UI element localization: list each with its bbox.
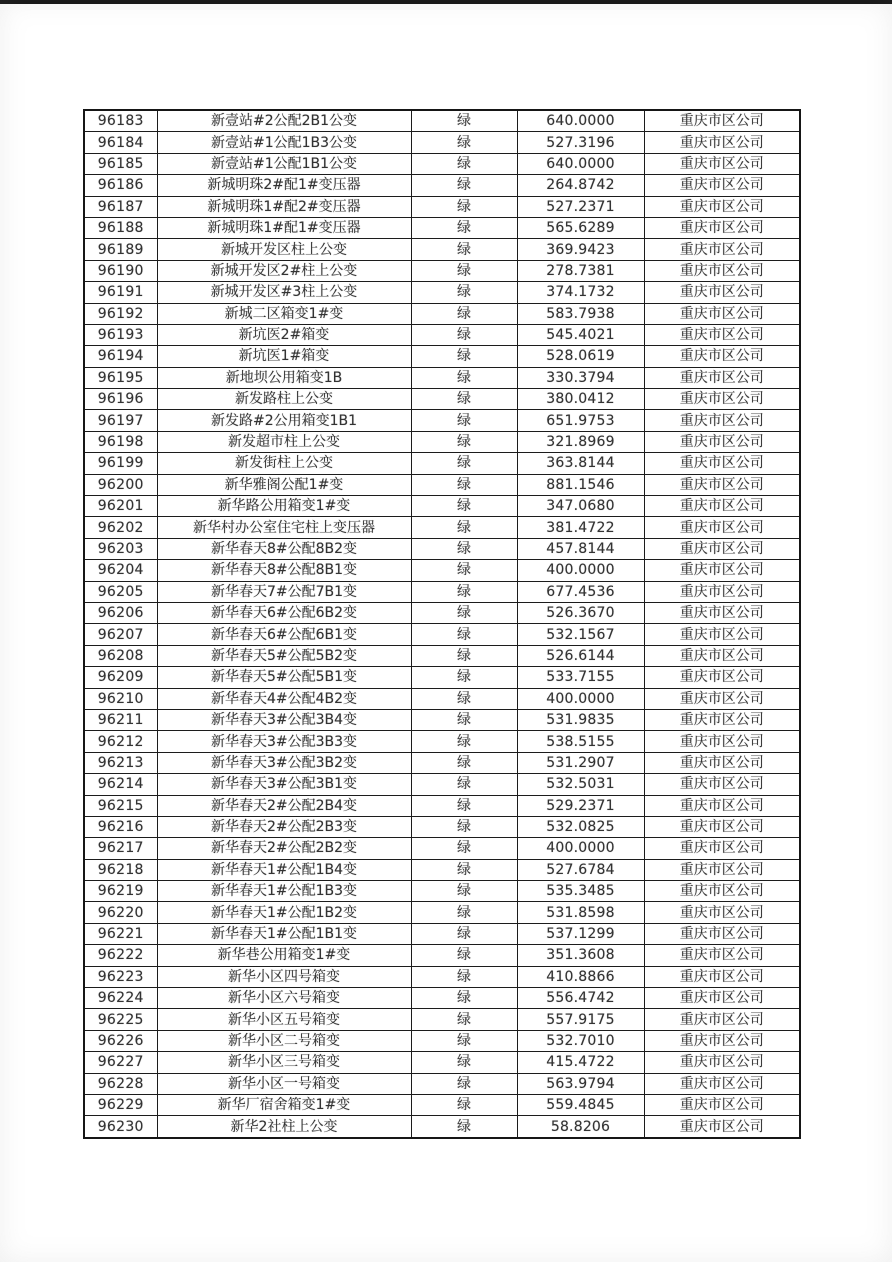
table-row <box>84 838 800 859</box>
cell-status-green: 绿 <box>411 795 517 816</box>
cell-transformer-name: 新华春天7#公配7B1变 <box>157 581 411 602</box>
cell-capacity-value: 640.0000 <box>517 153 644 174</box>
table-row <box>84 859 800 880</box>
table-row <box>84 752 800 773</box>
cell-row-id: 96192 <box>84 303 157 324</box>
cell-company: 重庆市区公司 <box>644 431 800 452</box>
cell-company: 重庆市区公司 <box>644 709 800 730</box>
cell-row-id: 96225 <box>84 1009 157 1030</box>
cell-status-green: 绿 <box>411 1094 517 1115</box>
cell-transformer-name: 新华春天8#公配8B1变 <box>157 560 411 581</box>
cell-company: 重庆市区公司 <box>644 731 800 752</box>
cell-row-id: 96227 <box>84 1052 157 1073</box>
table-row <box>84 923 800 944</box>
cell-row-id: 96216 <box>84 816 157 837</box>
cell-status-green: 绿 <box>411 175 517 196</box>
table-row <box>84 1094 800 1115</box>
top-edge-bar <box>0 0 892 4</box>
cell-company: 重庆市区公司 <box>644 196 800 217</box>
cell-capacity-value: 278.7381 <box>517 260 644 281</box>
cell-row-id: 96212 <box>84 731 157 752</box>
table-row <box>84 538 800 559</box>
cell-company: 重庆市区公司 <box>644 453 800 474</box>
table-row <box>84 966 800 987</box>
table-row <box>84 303 800 324</box>
table-row <box>84 239 800 260</box>
cell-capacity-value: 347.0680 <box>517 496 644 517</box>
cell-transformer-name: 新华春天1#公配1B4变 <box>157 859 411 880</box>
cell-capacity-value: 881.1546 <box>517 474 644 495</box>
cell-transformer-name: 新壹站#1公配1B1公变 <box>157 153 411 174</box>
cell-transformer-name: 新华春天2#公配2B4变 <box>157 795 411 816</box>
cell-company: 重庆市区公司 <box>644 688 800 709</box>
cell-row-id: 96213 <box>84 752 157 773</box>
cell-row-id: 96191 <box>84 282 157 303</box>
table-row <box>84 496 800 517</box>
cell-row-id: 96190 <box>84 260 157 281</box>
table-row <box>84 132 800 153</box>
cell-row-id: 96187 <box>84 196 157 217</box>
cell-row-id: 96211 <box>84 709 157 730</box>
cell-company: 重庆市区公司 <box>644 110 800 132</box>
cell-transformer-name: 新华小区三号箱变 <box>157 1052 411 1073</box>
cell-capacity-value: 415.4722 <box>517 1052 644 1073</box>
cell-capacity-value: 526.3670 <box>517 602 644 623</box>
cell-transformer-name: 新地坝公用箱变1B <box>157 367 411 388</box>
cell-status-green: 绿 <box>411 624 517 645</box>
cell-capacity-value: 565.6289 <box>517 217 644 238</box>
cell-status-green: 绿 <box>411 239 517 260</box>
cell-capacity-value: 369.9423 <box>517 239 644 260</box>
cell-row-id: 96229 <box>84 1094 157 1115</box>
table-row <box>84 881 800 902</box>
cell-status-green: 绿 <box>411 1009 517 1030</box>
cell-status-green: 绿 <box>411 110 517 132</box>
cell-capacity-value: 264.8742 <box>517 175 644 196</box>
cell-status-green: 绿 <box>411 709 517 730</box>
cell-row-id: 96218 <box>84 859 157 880</box>
cell-transformer-name: 新华村办公室住宅柱上变压器 <box>157 517 411 538</box>
cell-capacity-value: 528.0619 <box>517 346 644 367</box>
table-row <box>84 1009 800 1030</box>
cell-transformer-name: 新华巷公用箱变1#变 <box>157 945 411 966</box>
cell-transformer-name: 新华小区一号箱变 <box>157 1073 411 1094</box>
cell-status-green: 绿 <box>411 517 517 538</box>
cell-transformer-name: 新华春天8#公配8B2变 <box>157 538 411 559</box>
cell-status-green: 绿 <box>411 217 517 238</box>
table-row <box>84 602 800 623</box>
cell-transformer-name: 新发路柱上公变 <box>157 389 411 410</box>
cell-status-green: 绿 <box>411 667 517 688</box>
cell-row-id: 96186 <box>84 175 157 196</box>
table-row <box>84 324 800 345</box>
cell-company: 重庆市区公司 <box>644 153 800 174</box>
cell-row-id: 96220 <box>84 902 157 923</box>
cell-capacity-value: 537.1299 <box>517 923 644 944</box>
cell-capacity-value: 651.9753 <box>517 410 644 431</box>
cell-row-id: 96196 <box>84 389 157 410</box>
cell-company: 重庆市区公司 <box>644 602 800 623</box>
cell-row-id: 96202 <box>84 517 157 538</box>
cell-row-id: 96203 <box>84 538 157 559</box>
table-row <box>84 196 800 217</box>
cell-transformer-name: 新壹站#2公配2B1公变 <box>157 110 411 132</box>
cell-company: 重庆市区公司 <box>644 260 800 281</box>
cell-capacity-value: 532.1567 <box>517 624 644 645</box>
cell-company: 重庆市区公司 <box>644 1094 800 1115</box>
cell-transformer-name: 新发路#2公用箱变1B1 <box>157 410 411 431</box>
cell-row-id: 96224 <box>84 988 157 1009</box>
cell-row-id: 96221 <box>84 923 157 944</box>
cell-capacity-value: 532.5031 <box>517 774 644 795</box>
cell-transformer-name: 新坑医2#箱变 <box>157 324 411 345</box>
cell-status-green: 绿 <box>411 346 517 367</box>
cell-transformer-name: 新华春天2#公配2B2变 <box>157 838 411 859</box>
cell-transformer-name: 新华雅阁公配1#变 <box>157 474 411 495</box>
table-row <box>84 1030 800 1051</box>
cell-status-green: 绿 <box>411 153 517 174</box>
cell-company: 重庆市区公司 <box>644 945 800 966</box>
cell-capacity-value: 583.7938 <box>517 303 644 324</box>
cell-capacity-value: 529.2371 <box>517 795 644 816</box>
table-row <box>84 945 800 966</box>
table-row <box>84 389 800 410</box>
cell-row-id: 96194 <box>84 346 157 367</box>
cell-status-green: 绿 <box>411 410 517 431</box>
cell-status-green: 绿 <box>411 560 517 581</box>
cell-row-id: 96183 <box>84 110 157 132</box>
cell-company: 重庆市区公司 <box>644 902 800 923</box>
cell-company: 重庆市区公司 <box>644 988 800 1009</box>
cell-company: 重庆市区公司 <box>644 1073 800 1094</box>
table-row <box>84 560 800 581</box>
cell-company: 重庆市区公司 <box>644 175 800 196</box>
cell-row-id: 96230 <box>84 1116 157 1138</box>
table-row <box>84 431 800 452</box>
cell-row-id: 96204 <box>84 560 157 581</box>
cell-transformer-name: 新华春天2#公配2B3变 <box>157 816 411 837</box>
cell-status-green: 绿 <box>411 538 517 559</box>
cell-status-green: 绿 <box>411 752 517 773</box>
cell-company: 重庆市区公司 <box>644 795 800 816</box>
cell-capacity-value: 527.2371 <box>517 196 644 217</box>
cell-transformer-name: 新华2社柱上公变 <box>157 1116 411 1138</box>
cell-capacity-value: 531.8598 <box>517 902 644 923</box>
cell-company: 重庆市区公司 <box>644 389 800 410</box>
cell-row-id: 96223 <box>84 966 157 987</box>
cell-transformer-name: 新城二区箱变1#变 <box>157 303 411 324</box>
cell-status-green: 绿 <box>411 389 517 410</box>
cell-row-id: 96228 <box>84 1073 157 1094</box>
cell-capacity-value: 559.4845 <box>517 1094 644 1115</box>
cell-capacity-value: 527.6784 <box>517 859 644 880</box>
cell-row-id: 96206 <box>84 602 157 623</box>
table-row <box>84 795 800 816</box>
cell-company: 重庆市区公司 <box>644 966 800 987</box>
cell-status-green: 绿 <box>411 1030 517 1051</box>
table-row <box>84 624 800 645</box>
cell-company: 重庆市区公司 <box>644 1116 800 1138</box>
cell-status-green: 绿 <box>411 196 517 217</box>
cell-status-green: 绿 <box>411 282 517 303</box>
table-row <box>84 453 800 474</box>
cell-transformer-name: 新华春天3#公配3B3变 <box>157 731 411 752</box>
cell-capacity-value: 363.8144 <box>517 453 644 474</box>
cell-row-id: 96215 <box>84 795 157 816</box>
table-row <box>84 709 800 730</box>
table-row <box>84 282 800 303</box>
cell-company: 重庆市区公司 <box>644 774 800 795</box>
table-row <box>84 367 800 388</box>
cell-transformer-name: 新华春天5#公配5B2变 <box>157 645 411 666</box>
cell-status-green: 绿 <box>411 838 517 859</box>
cell-company: 重庆市区公司 <box>644 923 800 944</box>
cell-row-id: 96200 <box>84 474 157 495</box>
table-body <box>84 110 800 1138</box>
cell-company: 重庆市区公司 <box>644 346 800 367</box>
cell-capacity-value: 538.5155 <box>517 731 644 752</box>
cell-row-id: 96197 <box>84 410 157 431</box>
cell-company: 重庆市区公司 <box>644 474 800 495</box>
cell-capacity-value: 563.9794 <box>517 1073 644 1094</box>
cell-capacity-value: 535.3485 <box>517 881 644 902</box>
cell-transformer-name: 新城明珠1#配1#变压器 <box>157 217 411 238</box>
cell-row-id: 96217 <box>84 838 157 859</box>
cell-transformer-name: 新华春天3#公配3B1变 <box>157 774 411 795</box>
cell-company: 重庆市区公司 <box>644 816 800 837</box>
table-row <box>84 110 800 132</box>
cell-capacity-value: 400.0000 <box>517 560 644 581</box>
cell-status-green: 绿 <box>411 816 517 837</box>
cell-company: 重庆市区公司 <box>644 496 800 517</box>
cell-status-green: 绿 <box>411 731 517 752</box>
cell-row-id: 96189 <box>84 239 157 260</box>
table-row <box>84 410 800 431</box>
cell-company: 重庆市区公司 <box>644 324 800 345</box>
cell-row-id: 96209 <box>84 667 157 688</box>
table-row <box>84 1052 800 1073</box>
cell-transformer-name: 新华小区四号箱变 <box>157 966 411 987</box>
table-row <box>84 902 800 923</box>
cell-transformer-name: 新华小区五号箱变 <box>157 1009 411 1030</box>
cell-status-green: 绿 <box>411 945 517 966</box>
table-row <box>84 816 800 837</box>
cell-row-id: 96214 <box>84 774 157 795</box>
cell-status-green: 绿 <box>411 859 517 880</box>
cell-company: 重庆市区公司 <box>644 645 800 666</box>
cell-transformer-name: 新华春天1#公配1B1变 <box>157 923 411 944</box>
cell-capacity-value: 374.1732 <box>517 282 644 303</box>
cell-row-id: 96201 <box>84 496 157 517</box>
cell-status-green: 绿 <box>411 602 517 623</box>
table-row <box>84 688 800 709</box>
table-row <box>84 517 800 538</box>
cell-capacity-value: 351.3608 <box>517 945 644 966</box>
cell-capacity-value: 457.8144 <box>517 538 644 559</box>
cell-capacity-value: 58.8206 <box>517 1116 644 1138</box>
cell-status-green: 绿 <box>411 1052 517 1073</box>
cell-capacity-value: 527.3196 <box>517 132 644 153</box>
cell-row-id: 96208 <box>84 645 157 666</box>
table-row <box>84 774 800 795</box>
cell-status-green: 绿 <box>411 474 517 495</box>
cell-status-green: 绿 <box>411 923 517 944</box>
table-row <box>84 645 800 666</box>
cell-capacity-value: 531.2907 <box>517 752 644 773</box>
cell-row-id: 96210 <box>84 688 157 709</box>
cell-status-green: 绿 <box>411 303 517 324</box>
cell-capacity-value: 532.0825 <box>517 816 644 837</box>
cell-company: 重庆市区公司 <box>644 367 800 388</box>
table-row <box>84 217 800 238</box>
cell-row-id: 96207 <box>84 624 157 645</box>
cell-row-id: 96195 <box>84 367 157 388</box>
table-row <box>84 1073 800 1094</box>
cell-status-green: 绿 <box>411 988 517 1009</box>
cell-transformer-name: 新华春天1#公配1B3变 <box>157 881 411 902</box>
cell-capacity-value: 380.0412 <box>517 389 644 410</box>
cell-transformer-name: 新华春天3#公配3B4变 <box>157 709 411 730</box>
cell-transformer-name: 新华春天1#公配1B2变 <box>157 902 411 923</box>
cell-company: 重庆市区公司 <box>644 217 800 238</box>
cell-row-id: 96185 <box>84 153 157 174</box>
cell-company: 重庆市区公司 <box>644 1030 800 1051</box>
cell-capacity-value: 400.0000 <box>517 838 644 859</box>
cell-transformer-name: 新城明珠1#配2#变压器 <box>157 196 411 217</box>
cell-status-green: 绿 <box>411 902 517 923</box>
cell-company: 重庆市区公司 <box>644 560 800 581</box>
cell-transformer-name: 新城开发区2#柱上公变 <box>157 260 411 281</box>
cell-company: 重庆市区公司 <box>644 410 800 431</box>
cell-transformer-name: 新发街柱上公变 <box>157 453 411 474</box>
cell-transformer-name: 新华小区二号箱变 <box>157 1030 411 1051</box>
cell-capacity-value: 677.4536 <box>517 581 644 602</box>
cell-row-id: 96193 <box>84 324 157 345</box>
table-row <box>84 175 800 196</box>
cell-capacity-value: 640.0000 <box>517 110 644 132</box>
cell-transformer-name: 新城明珠2#配1#变压器 <box>157 175 411 196</box>
cell-status-green: 绿 <box>411 881 517 902</box>
cell-row-id: 96219 <box>84 881 157 902</box>
cell-capacity-value: 330.3794 <box>517 367 644 388</box>
table-row <box>84 988 800 1009</box>
cell-row-id: 96222 <box>84 945 157 966</box>
cell-transformer-name: 新华小区六号箱变 <box>157 988 411 1009</box>
table-row <box>84 731 800 752</box>
cell-row-id: 96188 <box>84 217 157 238</box>
cell-company: 重庆市区公司 <box>644 132 800 153</box>
cell-capacity-value: 526.6144 <box>517 645 644 666</box>
cell-status-green: 绿 <box>411 260 517 281</box>
cell-transformer-name: 新华春天6#公配6B2变 <box>157 602 411 623</box>
cell-transformer-name: 新华春天6#公配6B1变 <box>157 624 411 645</box>
cell-transformer-name: 新华春天5#公配5B1变 <box>157 667 411 688</box>
table-row <box>84 474 800 495</box>
cell-company: 重庆市区公司 <box>644 239 800 260</box>
cell-transformer-name: 新华春天3#公配3B2变 <box>157 752 411 773</box>
cell-status-green: 绿 <box>411 1116 517 1138</box>
cell-capacity-value: 321.8969 <box>517 431 644 452</box>
cell-row-id: 96198 <box>84 431 157 452</box>
cell-company: 重庆市区公司 <box>644 282 800 303</box>
cell-capacity-value: 381.4722 <box>517 517 644 538</box>
cell-status-green: 绿 <box>411 367 517 388</box>
cell-status-green: 绿 <box>411 453 517 474</box>
cell-company: 重庆市区公司 <box>644 1052 800 1073</box>
cell-transformer-name: 新城开发区#3柱上公变 <box>157 282 411 303</box>
cell-row-id: 96205 <box>84 581 157 602</box>
cell-status-green: 绿 <box>411 1073 517 1094</box>
cell-status-green: 绿 <box>411 324 517 345</box>
cell-capacity-value: 400.0000 <box>517 688 644 709</box>
cell-transformer-name: 新城开发区柱上公变 <box>157 239 411 260</box>
cell-row-id: 96184 <box>84 132 157 153</box>
cell-company: 重庆市区公司 <box>644 581 800 602</box>
cell-company: 重庆市区公司 <box>644 838 800 859</box>
cell-transformer-name: 新坑医1#箱变 <box>157 346 411 367</box>
transformer-capacity-table <box>83 109 801 1139</box>
cell-status-green: 绿 <box>411 774 517 795</box>
cell-capacity-value: 556.4742 <box>517 988 644 1009</box>
cell-company: 重庆市区公司 <box>644 881 800 902</box>
cell-company: 重庆市区公司 <box>644 1009 800 1030</box>
table-row <box>84 153 800 174</box>
cell-capacity-value: 532.7010 <box>517 1030 644 1051</box>
cell-transformer-name: 新华春天4#公配4B2变 <box>157 688 411 709</box>
cell-status-green: 绿 <box>411 581 517 602</box>
cell-status-green: 绿 <box>411 496 517 517</box>
cell-capacity-value: 531.9835 <box>517 709 644 730</box>
cell-capacity-value: 545.4021 <box>517 324 644 345</box>
cell-company: 重庆市区公司 <box>644 303 800 324</box>
cell-capacity-value: 533.7155 <box>517 667 644 688</box>
cell-company: 重庆市区公司 <box>644 538 800 559</box>
cell-status-green: 绿 <box>411 132 517 153</box>
table-row <box>84 260 800 281</box>
cell-status-green: 绿 <box>411 431 517 452</box>
cell-company: 重庆市区公司 <box>644 859 800 880</box>
cell-company: 重庆市区公司 <box>644 624 800 645</box>
table-row <box>84 581 800 602</box>
cell-transformer-name: 新壹站#1公配1B3公变 <box>157 132 411 153</box>
table-row <box>84 1116 800 1138</box>
cell-status-green: 绿 <box>411 966 517 987</box>
cell-company: 重庆市区公司 <box>644 667 800 688</box>
table-row <box>84 346 800 367</box>
cell-transformer-name: 新华路公用箱变1#变 <box>157 496 411 517</box>
cell-row-id: 96226 <box>84 1030 157 1051</box>
cell-transformer-name: 新华厂宿舍箱变1#变 <box>157 1094 411 1115</box>
cell-status-green: 绿 <box>411 688 517 709</box>
cell-capacity-value: 557.9175 <box>517 1009 644 1030</box>
cell-capacity-value: 410.8866 <box>517 966 644 987</box>
cell-transformer-name: 新发超市柱上公变 <box>157 431 411 452</box>
cell-status-green: 绿 <box>411 645 517 666</box>
cell-company: 重庆市区公司 <box>644 517 800 538</box>
cell-row-id: 96199 <box>84 453 157 474</box>
table-row <box>84 667 800 688</box>
cell-company: 重庆市区公司 <box>644 752 800 773</box>
